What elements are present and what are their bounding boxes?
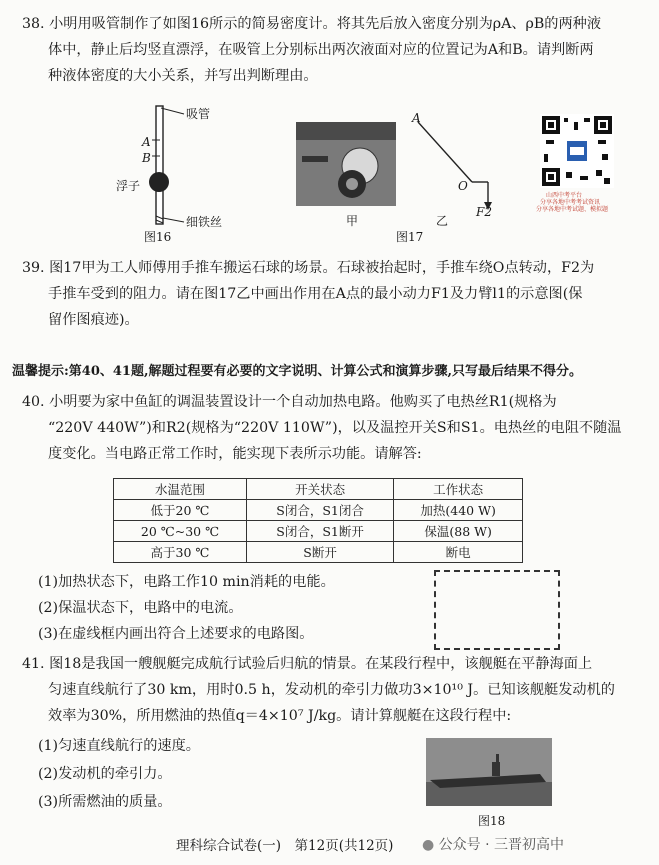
table-row: [114, 542, 523, 563]
q41-sub-3: (3)所需燃油的质量。: [38, 794, 172, 810]
q38-line-2: 体中，静止后均竖直漂浮，在吸管上分别标出两次液面对应的位置记为A和B。请判断两: [48, 42, 594, 58]
calculation-tip: 温馨提示:第40、41题,解题过程要有必要的文字说明、计算公式和演算步骤,只写最后结果不得分。: [12, 364, 583, 379]
q40-sub-3: (3)在虚线框内画出符合上述要求的电路图。: [38, 626, 314, 642]
fig18-caption: 图18: [478, 814, 506, 828]
q41-sub-2: (2)发动机的牵引力。: [38, 766, 172, 782]
table-header: 水温范围: [114, 479, 247, 500]
fig16-label-b: B: [142, 151, 151, 165]
fig17-label-f2: F2: [476, 205, 492, 219]
fig17-yi-label: 乙: [436, 214, 449, 228]
qr-text-3: 分享各地中考试题、模拟题: [536, 206, 609, 213]
table-cell: 低于20 ℃: [114, 500, 247, 521]
function-table: [113, 478, 523, 563]
fig16-straw-label: 吸管: [186, 107, 211, 121]
q40-sub-2: (2)保温状态下，电路中的电流。: [38, 600, 243, 616]
q39-line-2: 手推车受到的阻力。请在图17乙中画出作用在A点的最小动力F1及力臂l1的示意图(保: [48, 286, 583, 302]
table-cell: S闭合，S1断开: [246, 521, 393, 542]
wechat-icon: ●: [422, 837, 435, 853]
fig17-label-o: O: [458, 179, 468, 193]
figure-17-yi-diagram: [408, 112, 508, 218]
table-cell: S闭合，S1闭合: [246, 500, 393, 521]
page-footer: 理科综合试卷(一) 第12页(共12页): [176, 838, 394, 854]
q40-line-1: 40. 小明要为家中鱼缸的调温装置设计一个自动加热电路。他购买了电热丝R1(规格为: [22, 394, 557, 410]
circuit-drawing-box: [434, 570, 560, 650]
q38-line-3: 种液体密度的大小关系，并写出判断理由。: [48, 68, 318, 84]
fig17-caption: 图17: [396, 230, 424, 244]
qr-text-2: 分享各地中考考试资讯: [540, 199, 601, 206]
table-header: 开关状态: [246, 479, 393, 500]
table-header-row: [114, 479, 523, 500]
table-cell: 保温(88 W): [394, 521, 523, 542]
table-cell: 加热(440 W): [394, 500, 523, 521]
q41-line-2: 匀速直线航行了30 km，用时0.5 h，发动机的牵引力做功3×10¹⁰ J。已知该舰艇发动机的: [48, 682, 615, 698]
fig16-label-a: A: [142, 135, 151, 149]
account-name: 公众号 · 三晋初高中: [438, 837, 565, 853]
table-cell: 20 ℃~30 ℃: [114, 521, 247, 542]
table-cell: S断开: [246, 542, 393, 563]
q38-line-1: 38. 小明用吸管制作了如图16所示的简易密度计。将其先后放入密度分别为ρA、ρB的两种液: [22, 16, 602, 32]
table-cell: 高于30 ℃: [114, 542, 247, 563]
wechat-account-watermark: [422, 834, 564, 854]
q41-line-3: 效率为30%，所用燃油的热值q＝4×10⁷ J/kg。请计算舰艇在这段行程中:: [48, 708, 512, 724]
q41-sub-1: (1)匀速直线航行的速度。: [38, 738, 200, 754]
qr-code: [540, 114, 614, 188]
q39-line-3: 留作图痕迹)。: [48, 312, 139, 328]
table-cell: 断电: [394, 542, 523, 563]
q40-line-3: 度变化。当电路正常工作时，能实现下表所示功能。请解答:: [48, 446, 422, 462]
figure-18-ship-photo: [426, 738, 552, 806]
fig16-wire-label: 细铁丝: [186, 215, 223, 229]
fig16-float-label: 浮子: [116, 179, 141, 193]
table-row: [114, 500, 523, 521]
q40-sub-1: (1)加热状态下，电路工作10 min消耗的电能。: [38, 574, 335, 590]
fig17-jia-label: 甲: [346, 214, 359, 228]
q41-line-1: 41. 图18是我国一艘舰艇完成航行试验后归航的情景。在某段行程中，该舰艇在平静海面上: [22, 656, 593, 672]
figure-17-jia-photo: [296, 122, 396, 206]
table-header: 工作状态: [394, 479, 523, 500]
q40-line-2: “220V 440W”)和R2(规格为“220V 110W”)，以及温控开关S和S1。电热丝的电阻不随温: [48, 420, 622, 436]
fig16-caption: 图16: [144, 230, 172, 244]
q39-line-1: 39. 图17甲为工人师傅用手推车搬运石球的场景。石球被抬起时，手推车绕O点转动，F2为: [22, 260, 595, 276]
qr-text-1: 山西中考平台: [546, 192, 583, 199]
table-row: [114, 521, 523, 542]
fig17-label-a: A: [412, 111, 421, 125]
